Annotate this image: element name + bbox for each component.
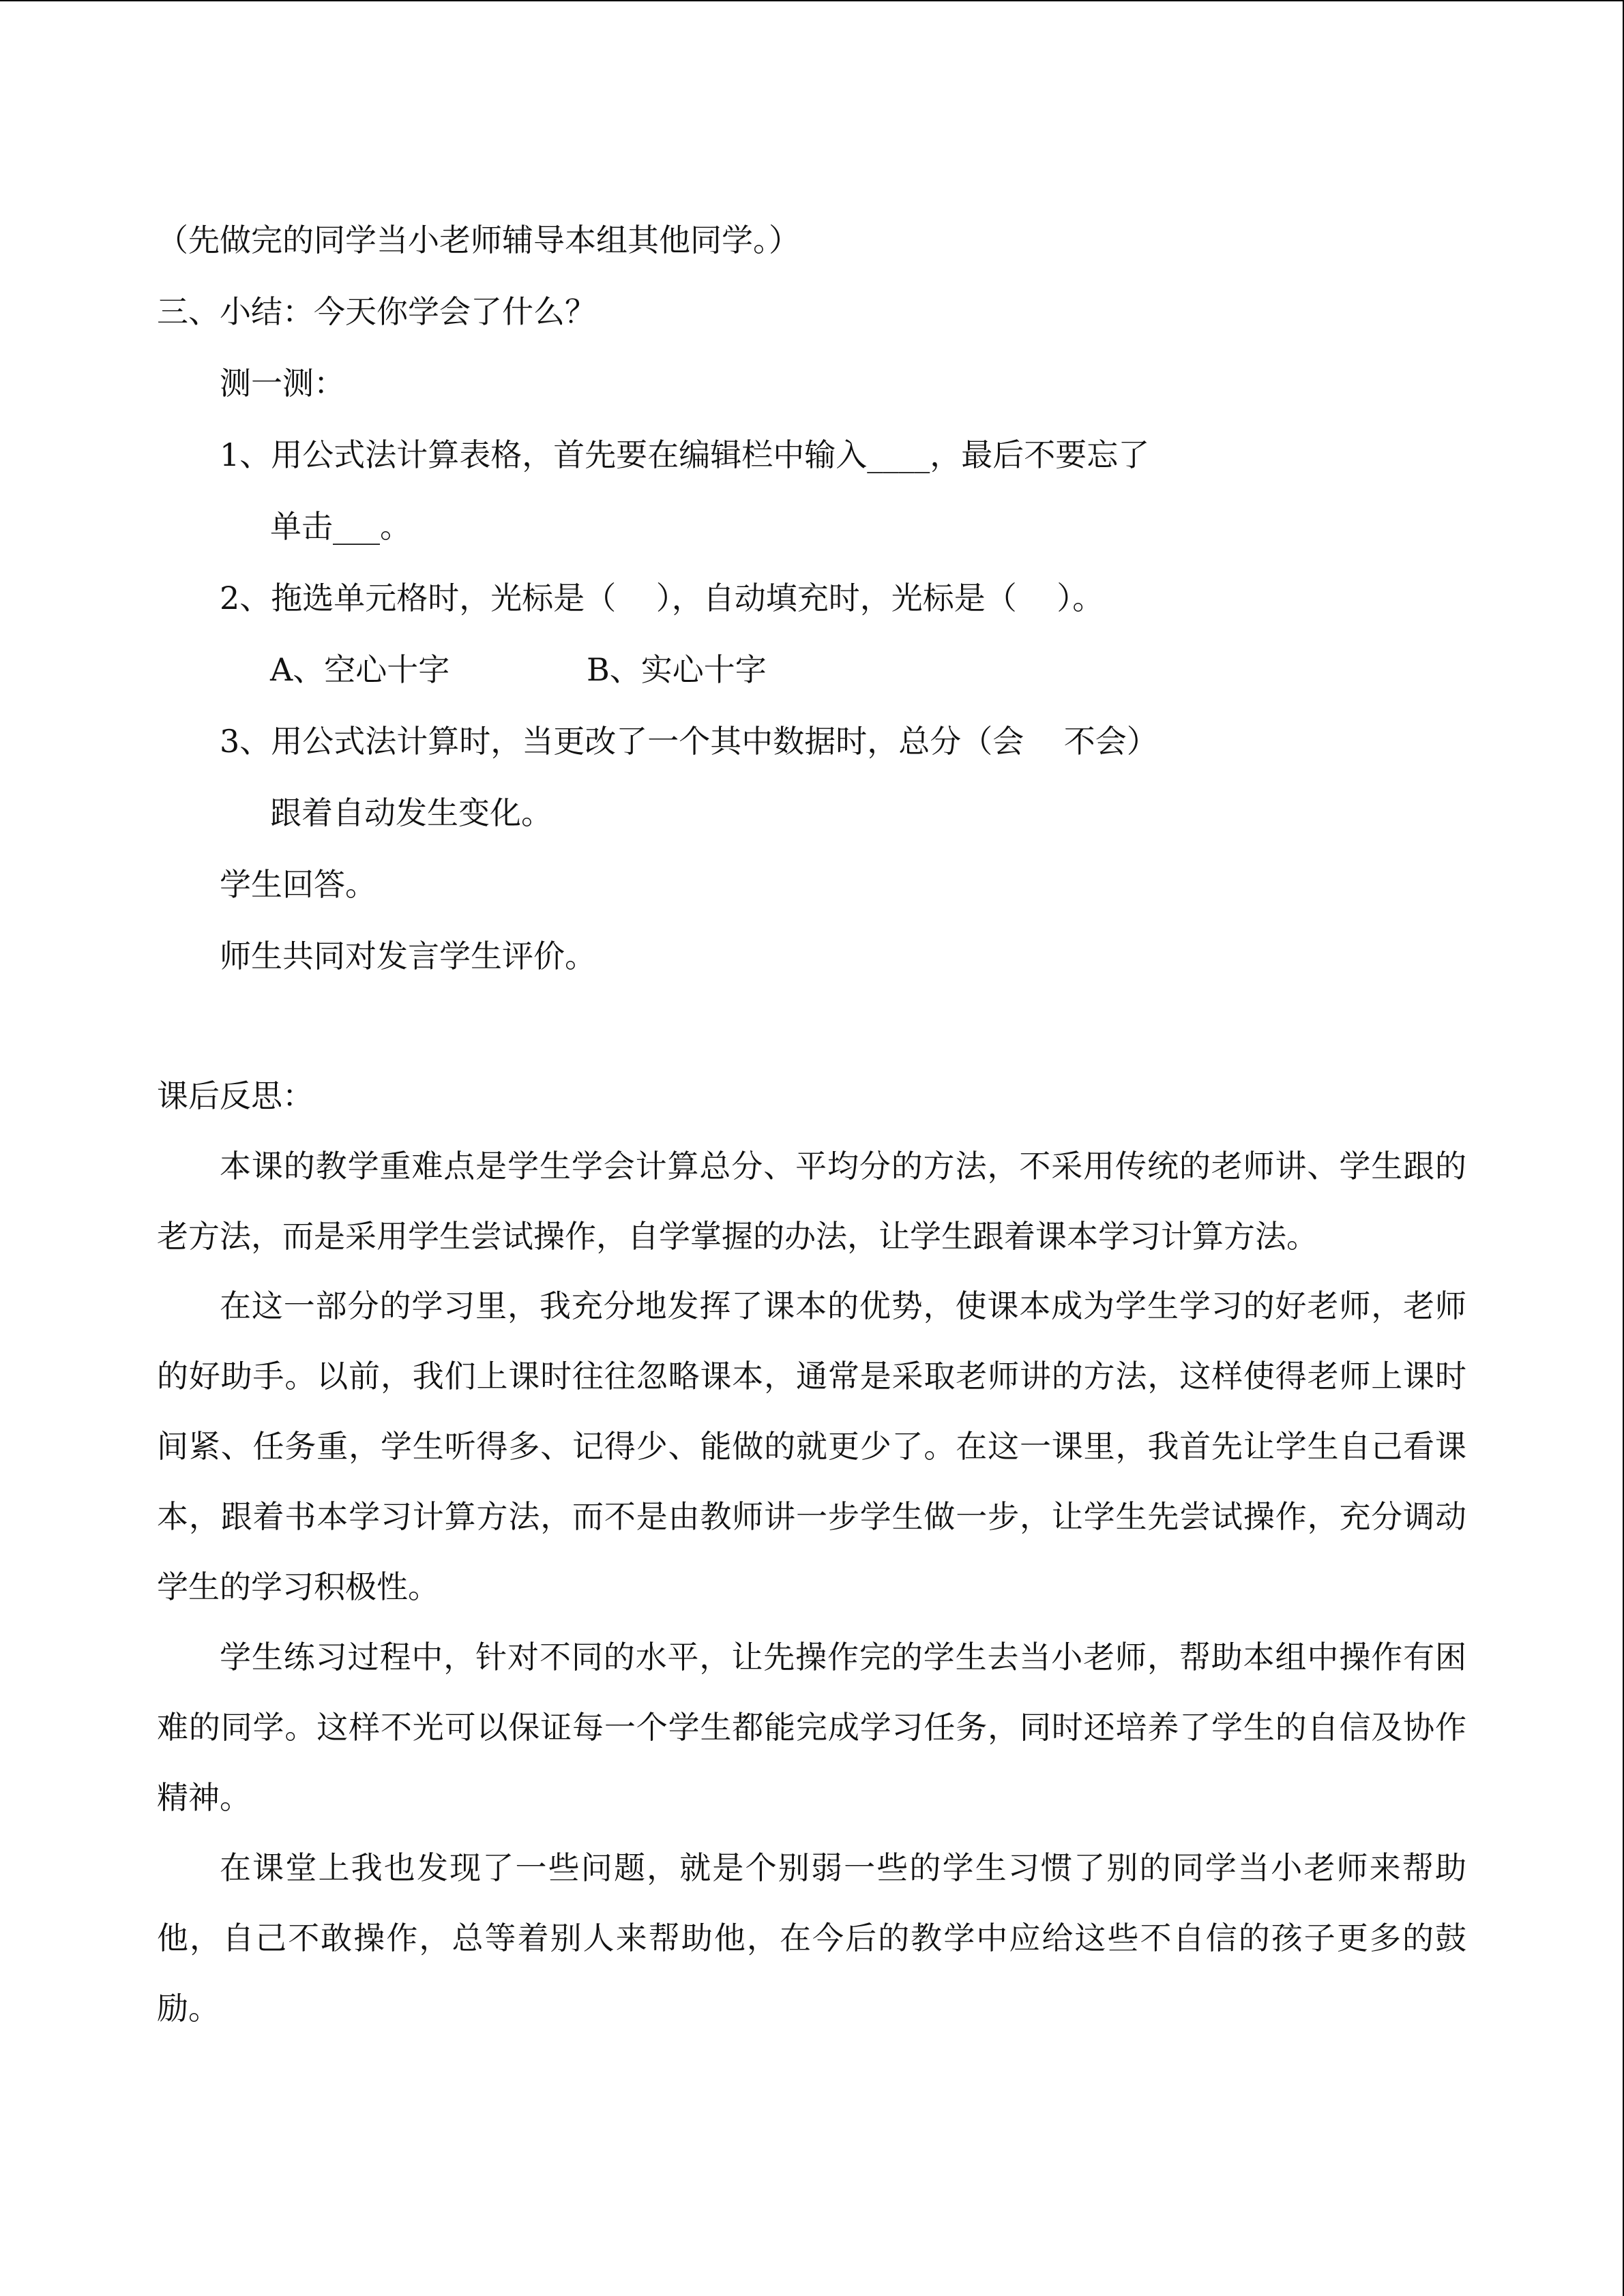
reflection-paragraph-1: 本课的教学重难点是学生学会计算总分、平均分的方法，不采用传统的老师讲、学生跟的老方法，而是采用学生尝试操作，自学掌握的办法，让学生跟着课本学习计算方法。 — [157, 1148, 1466, 1255]
quiz-option-b: B、实心十字 — [587, 651, 767, 688]
quiz-heading: 测一测： — [220, 365, 345, 402]
reflection-paragraph-3: 学生练习过程中，针对不同的水平，让先操作完的学生去当小老师，帮助本组中操作有困难的同学。这样不光可以保证每一个学生都能完成学习任务，同时还培养了学生的自信及协作精神。 — [157, 1639, 1466, 1816]
reflection-paragraph-4: 在课堂上我也发现了一些问题，就是个别弱一些的学生习惯了别的同学当小老师来帮助他，自己不敢操作，总等着别人来帮助他，在今后的教学中应给这些不自信的孩子更多的鼓励。 — [157, 1849, 1466, 2027]
quiz-question-2: 2、拖选单元格时，光标是（ ），自动填充时，光标是（ ）。 — [220, 580, 1104, 616]
quiz-option-a: A、空心十字 — [270, 651, 450, 688]
reflection-heading: 课后反思： — [157, 1077, 314, 1114]
teacher-evaluation: 师生共同对发言学生评价。 — [220, 938, 596, 974]
summary-heading: 三、小结：今天你学会了什么？ — [157, 293, 596, 330]
student-answer: 学生回答。 — [220, 866, 377, 903]
reflection-paragraph-2: 在这一部分的学习里，我充分地发挥了课本的优势，使课本成为学生学习的好老师，老师的好助手。以前，我们上课时往往忽略课本，通常是采取老师讲的方法，这样使得老师上课时间紧、任务重，学生听得多、记得少、能做的就更少了。在这一课里，我首先让学生自己看课本，跟着书本学习计算方法，而不是由教师讲一步学生做一步，让学生先尝试操作，充分调动学生的学习积极性。 — [157, 1287, 1466, 1605]
quiz-question-1: 1、用公式法计算表格，首先要在编辑栏中输入____，最后不要忘了 — [220, 436, 1150, 473]
quiz-question-3: 3、用公式法计算时，当更改了一个其中数据时，总分（会 不会） — [220, 723, 1158, 760]
intro-note: （先做完的同学当小老师辅导本组其他同学。） — [157, 222, 800, 258]
quiz-question-1-continued: 单击___。 — [270, 508, 411, 545]
quiz-question-3-continued: 跟着自动发生变化。 — [270, 794, 552, 831]
